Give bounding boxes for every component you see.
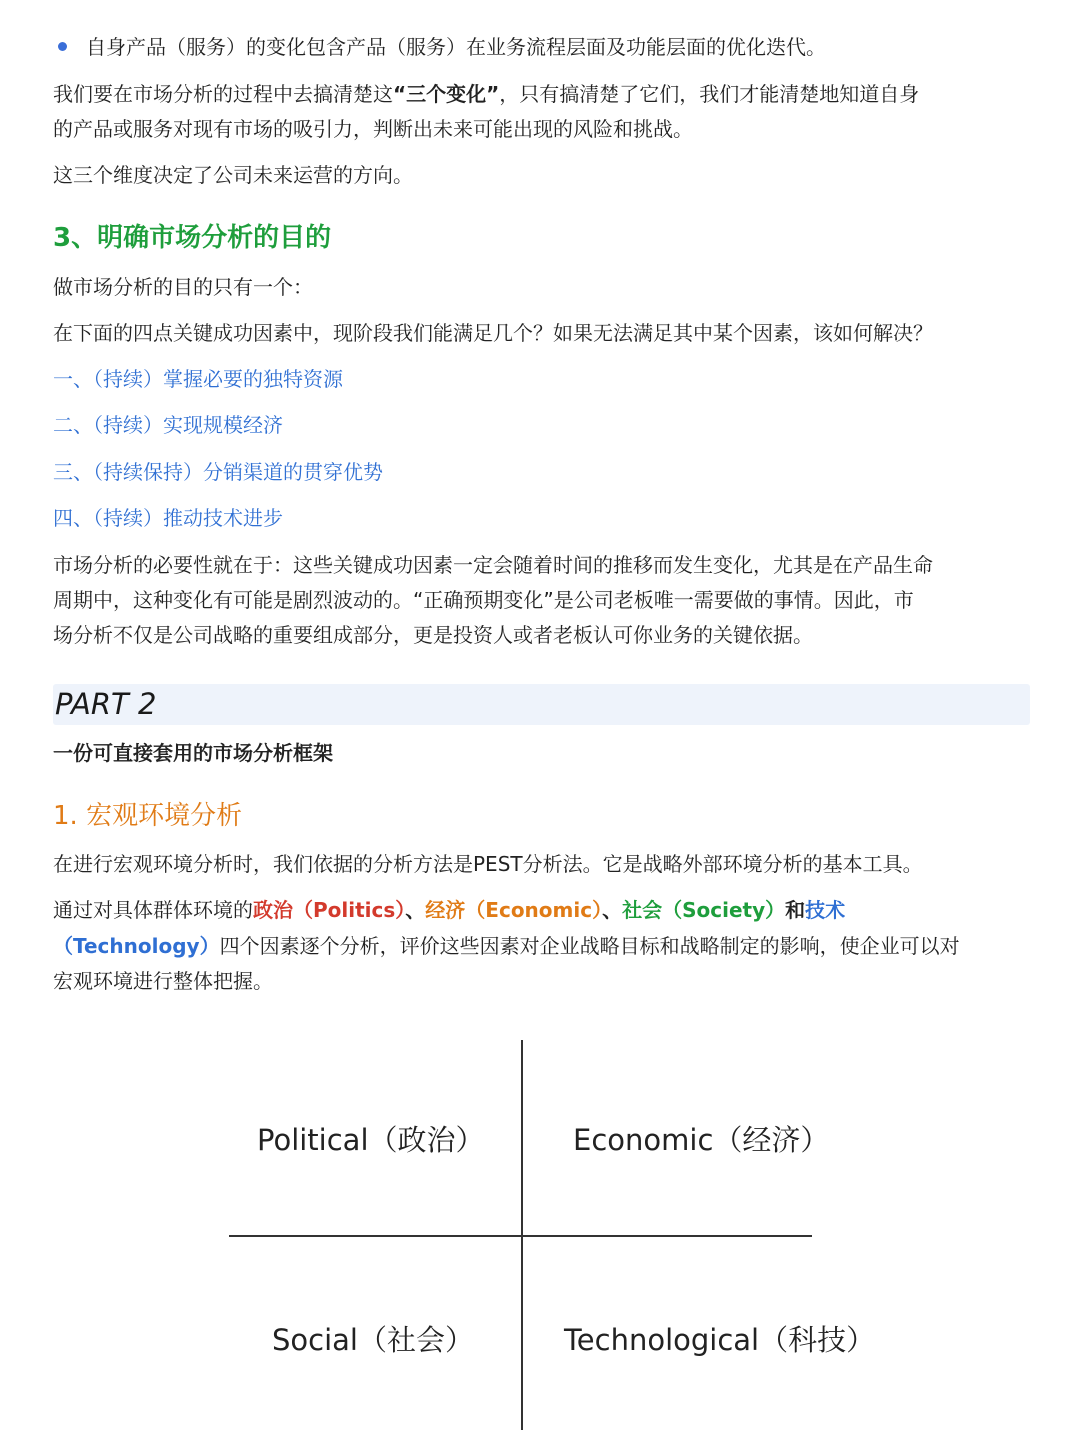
macro-line-3-rest: 四个因素逐个分析，评价这些因素对企业战略目标和战略制定的影响，使企业可以对: [219, 934, 960, 958]
pest-social: Social（社会）: [272, 1323, 474, 1357]
macro-line-2: [53, 893, 845, 928]
paragraph-dimensions: 这三个维度决定了公司未来运营的方向。: [53, 163, 413, 187]
paragraph-three-changes: [53, 77, 919, 112]
pest-economic: Economic（经济）: [573, 1123, 830, 1157]
politics-term: 政治（Politics）: [253, 898, 406, 922]
necessity-line-1: 市场分析的必要性就在于：这些关键成功因素一定会随着时间的推移而发生变化，尤其是在产品生命: [53, 553, 933, 577]
macro-line-1: 在进行宏观环境分析时，我们依据的分析方法是PEST分析法。它是战略外部环境分析的基本工具。: [53, 852, 923, 876]
p1-bold-text: “三个变化”: [393, 82, 500, 106]
part-label: PART 2: [55, 687, 157, 721]
pest-technological: Technological（科技）: [564, 1323, 876, 1357]
necessity-line-2: 周期中，这种变化有可能是剧烈波动的。“正确预期变化”是公司老板唯一需要做的事情。因此，市: [53, 588, 914, 612]
factor-item-1: 一、（持续）掌握必要的独特资源: [53, 367, 343, 391]
p1-text-a: 我们要在市场分析的过程中去搞清楚这: [53, 82, 393, 106]
technology-term-b: （Technology）: [53, 934, 220, 958]
necessity-line-3: 场分析不仅是公司战略的重要组成部分，更是投资人或者老板认可你业务的关键依据。: [53, 623, 813, 647]
pest-horizontal-divider: [229, 1235, 812, 1237]
macro-line-4: 宏观环境进行整体把握。: [53, 969, 273, 993]
economic-term: 经济（Economic）: [425, 898, 603, 922]
purpose-intro-1: 做市场分析的目的只有一个：: [53, 275, 313, 299]
separator-2: 、: [602, 898, 623, 922]
section-heading-macro: 1. 宏观环境分析: [53, 801, 243, 831]
society-term: 社会（Society）: [622, 898, 786, 922]
pest-diagram: [0, 1040, 1080, 1440]
part-banner: [53, 684, 1030, 725]
factor-item-3: 三、（持续保持）分销渠道的贯穿优势: [53, 460, 383, 484]
factor-item-4: 四、（持续）推动技术进步: [53, 506, 283, 530]
and-word: 和: [785, 898, 806, 922]
pest-political: Political（政治）: [257, 1123, 485, 1157]
bullet-item-text: 自身产品（服务）的变化包含产品（服务）在业务流程层面及功能层面的优化迭代。: [86, 35, 826, 59]
technology-term-a: 技术: [805, 898, 846, 922]
macro-line-3: [53, 929, 960, 964]
factor-item-2: 二、（持续）实现规模经济: [53, 413, 283, 437]
part-subtitle: 一份可直接套用的市场分析框架: [53, 741, 333, 765]
purpose-intro-2: 在下面的四点关键成功因素中，现阶段我们能满足几个？如果无法满足其中某个因素，该如何解决？: [53, 321, 933, 345]
separator-1: 、: [405, 898, 426, 922]
p1-text-b: ，只有搞清楚了它们，我们才能清楚地知道自身: [499, 82, 920, 106]
bullet-dot: [58, 42, 67, 51]
section-heading-purpose: 3、明确市场分析的目的: [53, 223, 332, 253]
macro-prefix: 通过对具体群体环境的: [53, 898, 253, 922]
paragraph-three-changes-line2: 的产品或服务对现有市场的吸引力，判断出未来可能出现的风险和挑战。: [53, 117, 693, 141]
